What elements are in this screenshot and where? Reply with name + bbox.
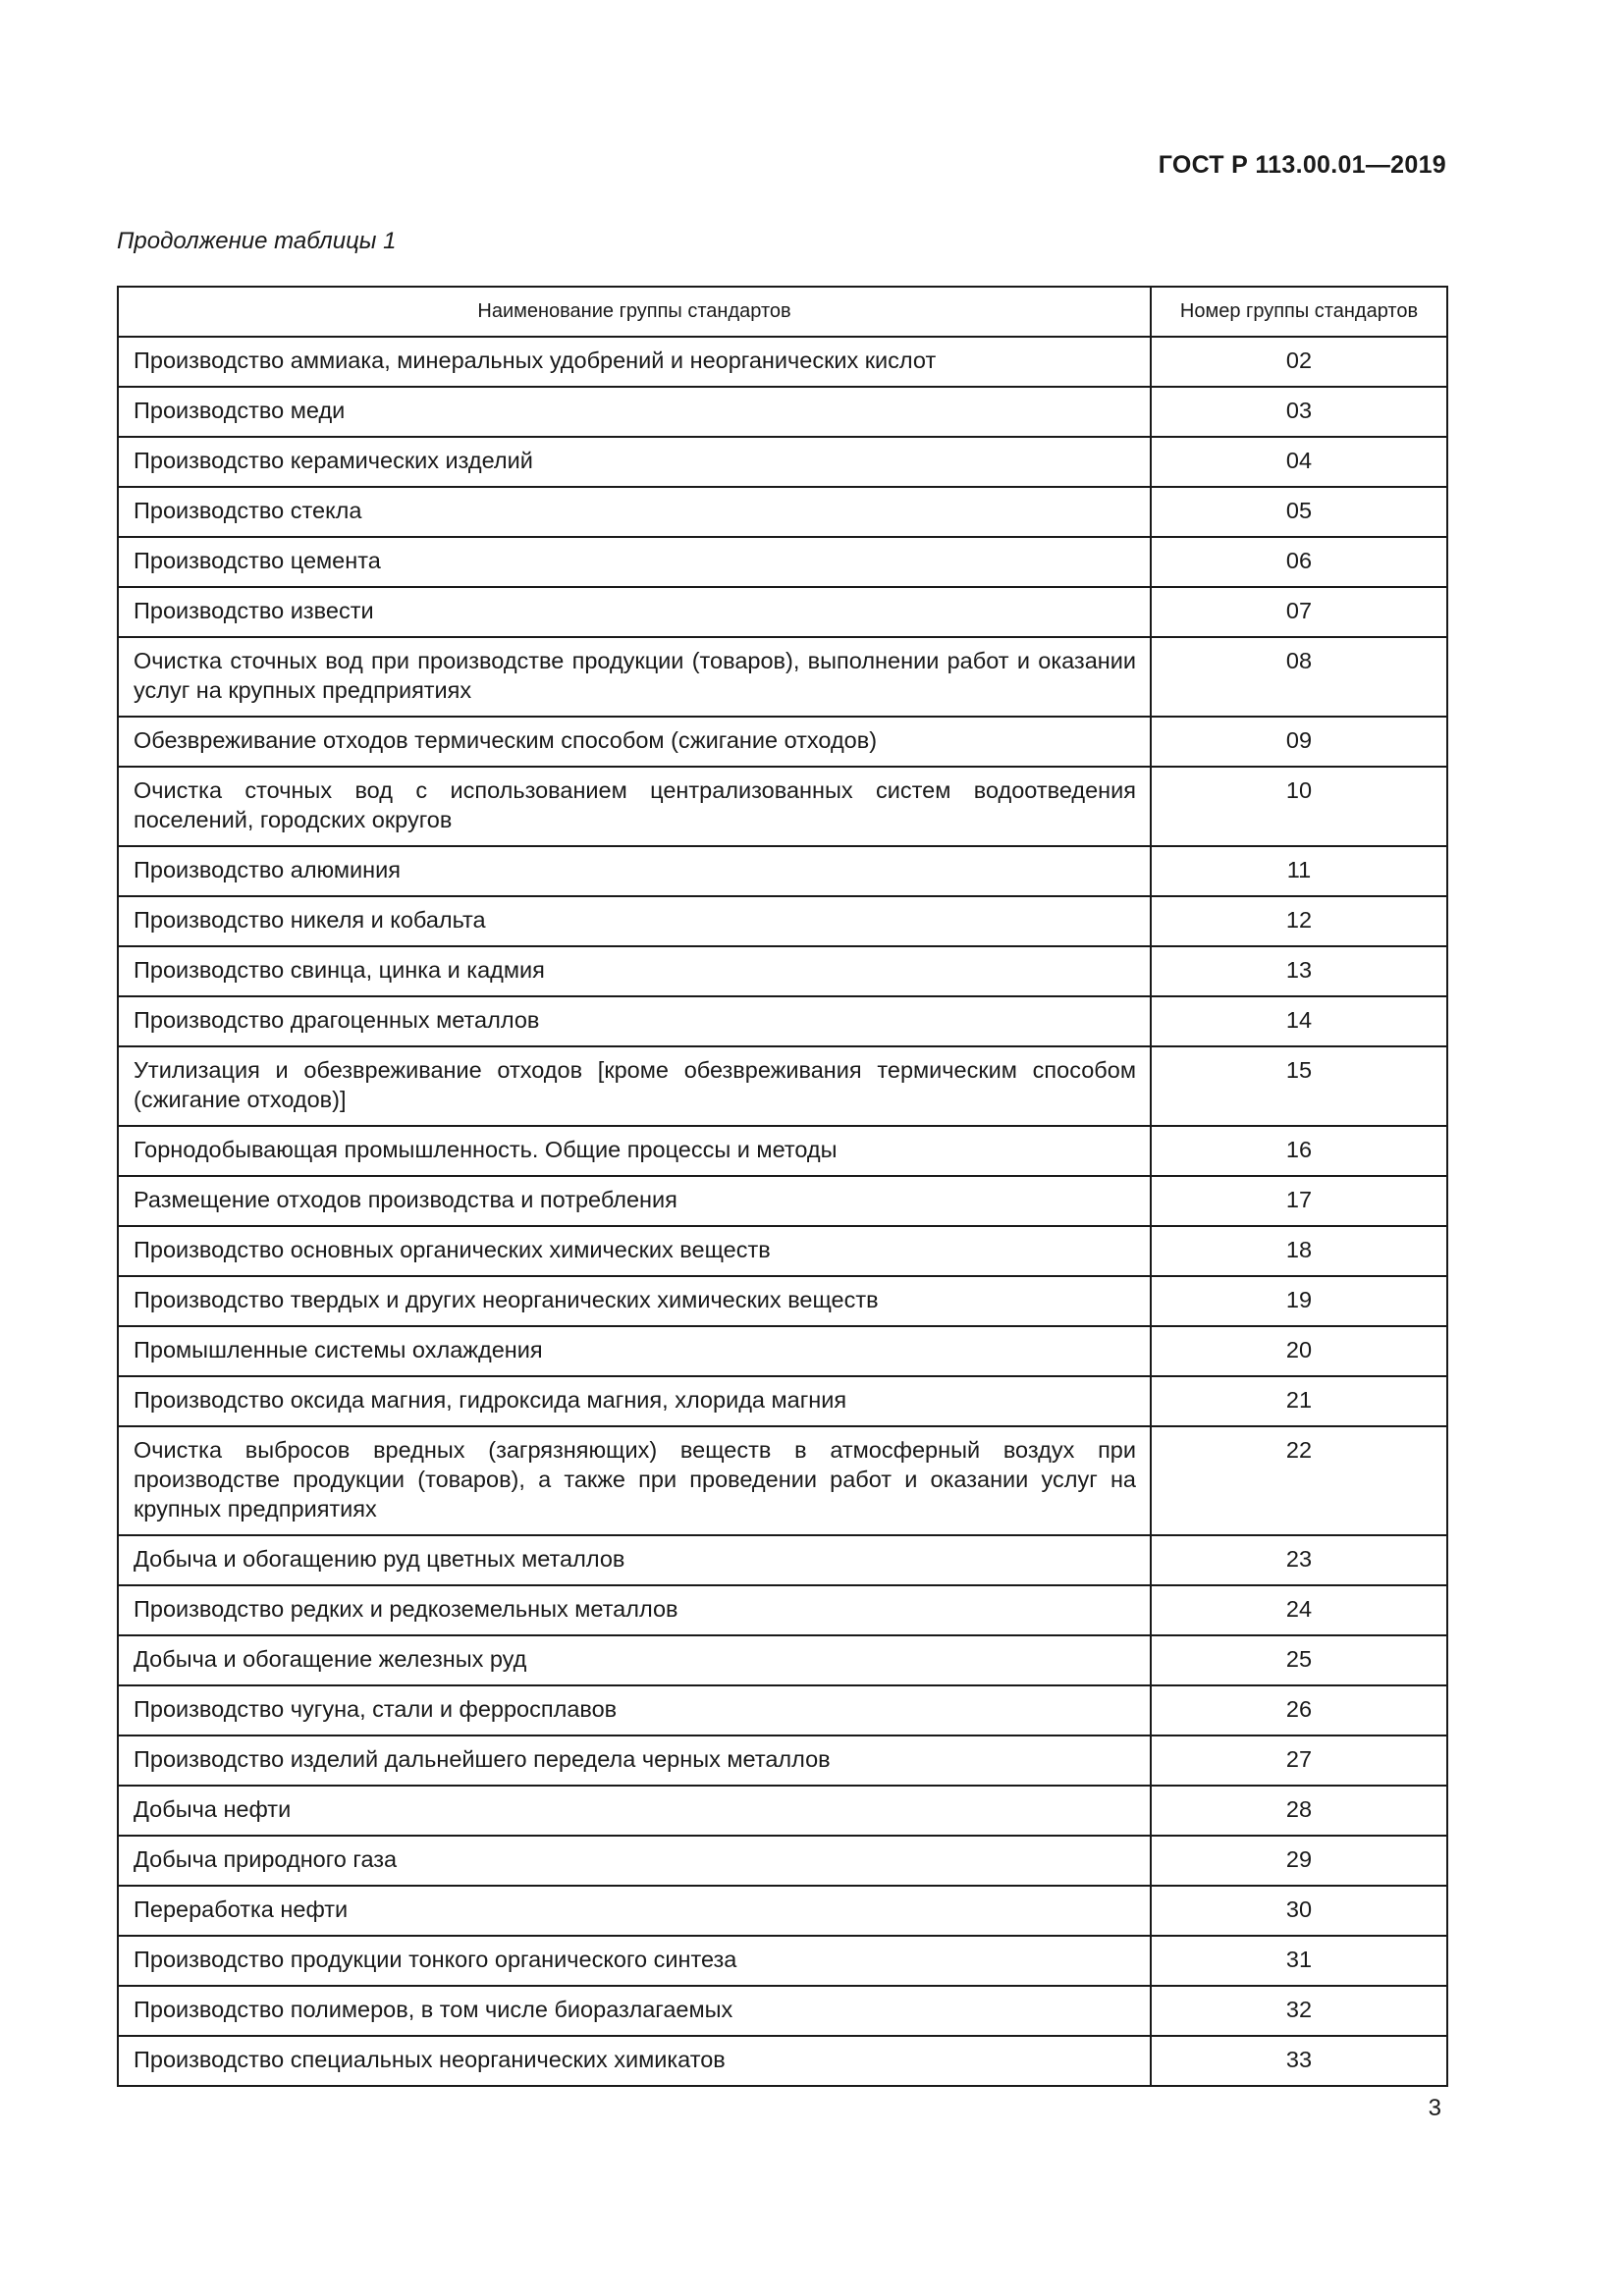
row-name-cell: Производство специальных неорганических химикатов [118,2036,1151,2086]
row-number-cell: 16 [1151,1126,1447,1176]
column-header-number: Номер группы стандартов [1151,287,1447,337]
table-row [118,1376,1447,1426]
row-number-cell: 33 [1151,2036,1447,2086]
row-number-cell: 20 [1151,1326,1447,1376]
row-number-cell: 28 [1151,1786,1447,1836]
table-row [118,896,1447,946]
table-row [118,1276,1447,1326]
row-number-cell: 13 [1151,946,1447,996]
table-row [118,1226,1447,1276]
table-row [118,1685,1447,1735]
table-header-row [118,287,1447,337]
table-row [118,1786,1447,1836]
row-number-cell: 21 [1151,1376,1447,1426]
row-name-cell: Очистка выбросов вредных (загрязняющих) веществ в атмосферный воздух при производстве продукции (товаров), а также при проведении работ и оказании услуг на крупных предприятиях [118,1426,1151,1535]
table-row [118,1426,1447,1535]
column-header-name: Наименование группы стандартов [118,287,1151,337]
table-row [118,946,1447,996]
table-row [118,1635,1447,1685]
row-name-cell: Производство редких и редкоземельных металлов [118,1585,1151,1635]
table-row [118,537,1447,587]
row-name-cell: Переработка нефти [118,1886,1151,1936]
row-name-cell: Производство оксида магния, гидроксида магния, хлорида магния [118,1376,1151,1426]
row-name-cell: Производство извести [118,587,1151,637]
row-number-cell: 05 [1151,487,1447,537]
row-number-cell: 27 [1151,1735,1447,1786]
page-number: 3 [1428,2095,1441,2121]
table-row [118,1126,1447,1176]
row-number-cell: 24 [1151,1585,1447,1635]
row-name-cell: Производство драгоценных металлов [118,996,1151,1046]
table-row [118,1836,1447,1886]
table-row [118,1535,1447,1585]
row-number-cell: 31 [1151,1936,1447,1986]
table-row [118,2036,1447,2086]
row-number-cell: 29 [1151,1836,1447,1886]
row-name-cell: Производство основных органических химических веществ [118,1226,1151,1276]
table-row [118,1886,1447,1936]
row-name-cell: Утилизация и обезвреживание отходов [кроме обезвреживания термическим способом (сжигание отходов)] [118,1046,1151,1126]
table-row [118,996,1447,1046]
row-name-cell: Добыча и обогащению руд цветных металлов [118,1535,1151,1585]
table-row [118,1936,1447,1986]
row-number-cell: 25 [1151,1635,1447,1685]
table-row [118,1585,1447,1635]
row-name-cell: Производство аммиака, минеральных удобрений и неорганических кислот [118,337,1151,387]
row-name-cell: Размещение отходов производства и потребления [118,1176,1151,1226]
row-name-cell: Горнодобывающая промышленность. Общие процессы и методы [118,1126,1151,1176]
row-number-cell: 09 [1151,717,1447,767]
row-name-cell: Производство твердых и других неорганических химических веществ [118,1276,1151,1326]
row-number-cell: 10 [1151,767,1447,846]
row-name-cell: Производство стекла [118,487,1151,537]
row-name-cell: Промышленные системы охлаждения [118,1326,1151,1376]
table-row [118,1735,1447,1786]
row-number-cell: 04 [1151,437,1447,487]
row-name-cell: Производство алюминия [118,846,1151,896]
row-number-cell: 32 [1151,1986,1447,2036]
table-row [118,487,1447,537]
row-number-cell: 14 [1151,996,1447,1046]
row-number-cell: 06 [1151,537,1447,587]
row-name-cell: Обезвреживание отходов термическим способом (сжигание отходов) [118,717,1151,767]
row-number-cell: 23 [1151,1535,1447,1585]
table-row [118,846,1447,896]
row-number-cell: 19 [1151,1276,1447,1326]
table-row [118,1176,1447,1226]
row-name-cell: Добыча природного газа [118,1836,1151,1886]
row-name-cell: Производство никеля и кобальта [118,896,1151,946]
table-row [118,717,1447,767]
table-row [118,387,1447,437]
row-number-cell: 22 [1151,1426,1447,1535]
row-name-cell: Очистка сточных вод с использованием централизованных систем водоотведения поселений, городских округов [118,767,1151,846]
row-number-cell: 12 [1151,896,1447,946]
row-name-cell: Производство изделий дальнейшего передела черных металлов [118,1735,1151,1786]
table-row [118,437,1447,487]
table-row [118,1986,1447,2036]
row-name-cell: Добыча и обогащение железных руд [118,1635,1151,1685]
table-row [118,1046,1447,1126]
row-name-cell: Производство меди [118,387,1151,437]
table-row [118,1326,1447,1376]
row-number-cell: 02 [1151,337,1447,387]
row-number-cell: 26 [1151,1685,1447,1735]
row-number-cell: 18 [1151,1226,1447,1276]
row-name-cell: Производство керамических изделий [118,437,1151,487]
row-number-cell: 15 [1151,1046,1447,1126]
table-continuation-caption: Продолжение таблицы 1 [117,228,397,254]
table-row [118,767,1447,846]
row-number-cell: 11 [1151,846,1447,896]
row-number-cell: 30 [1151,1886,1447,1936]
document-code: ГОСТ Р 113.00.01—2019 [1158,151,1446,179]
table-row [118,587,1447,637]
row-name-cell: Производство чугуна, стали и ферросплавов [118,1685,1151,1735]
row-name-cell: Очистка сточных вод при производстве продукции (товаров), выполнении работ и оказании услуг на крупных предприятиях [118,637,1151,717]
row-name-cell: Добыча нефти [118,1786,1151,1836]
row-name-cell: Производство продукции тонкого органического синтеза [118,1936,1151,1986]
row-name-cell: Производство цемента [118,537,1151,587]
row-number-cell: 07 [1151,587,1447,637]
standards-groups-table [117,286,1448,2087]
table-row [118,337,1447,387]
row-number-cell: 17 [1151,1176,1447,1226]
row-name-cell: Производство свинца, цинка и кадмия [118,946,1151,996]
row-number-cell: 03 [1151,387,1447,437]
row-name-cell: Производство полимеров, в том числе биоразлагаемых [118,1986,1151,2036]
row-number-cell: 08 [1151,637,1447,717]
table-row [118,637,1447,717]
